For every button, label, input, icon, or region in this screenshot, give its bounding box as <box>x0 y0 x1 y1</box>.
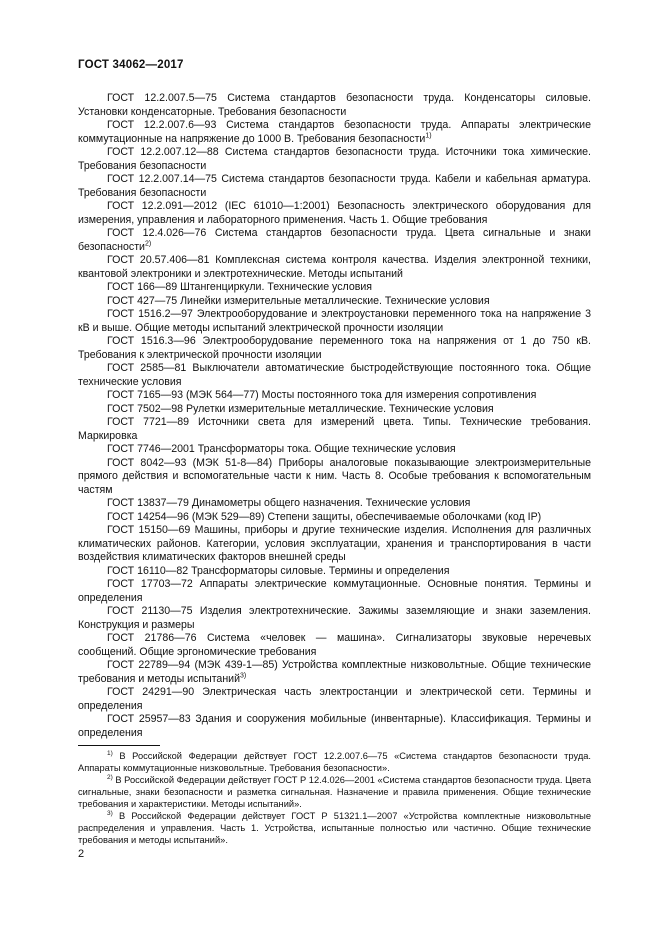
reference-title: Изделия электротехнические. Зажимы заземляющие и знаки заземления. Конструкция и размеры <box>78 605 591 631</box>
reference-title: Система стандартов безопасности труда. Источники тока химические. Требования безопасности <box>78 146 591 172</box>
reference-code: ГОСТ 2585—81 <box>107 362 187 374</box>
footnote-text: В Российской Федерации действует ГОСТ Р 12.4.026—2001 «Система стандартов безопасности труда. Цвета сигнальные, знаки безопасности и разметка сигнальная. Назначение и правила применения. Общие технические требования и характеристики. Методы испытаний». <box>78 775 591 809</box>
reference-title: Линейки измерительные металлические. Технические условия <box>180 294 490 307</box>
reference-title: Машины, приборы и другие технические изделия. Исполнения для различных климатических районов. Категории, условия эксплуатации, хранения и транспортирования в части воздействия климатических факторов внешней среды <box>78 524 591 563</box>
reference-title: (МЭК 564—77) Мосты постоянного тока для измерения сопротивления <box>186 389 537 401</box>
reference-title: (МЭК 439-1—85) Устройства комплектные низковольтные. Общие технические требования и методы испытаний <box>78 659 591 685</box>
reference-entry <box>78 92 591 119</box>
reference-entry <box>78 686 591 713</box>
reference-code: ГОСТ 427—75 <box>107 294 178 307</box>
reference-title: Рулетки измерительные металлические. Технические условия <box>186 402 494 415</box>
reference-entry <box>78 119 591 146</box>
footnote <box>78 750 591 774</box>
page-header: ГОСТ 34062—2017 <box>78 59 184 71</box>
footnote <box>78 810 591 846</box>
footnote-mark: 1) <box>107 749 113 757</box>
reference-code: ГОСТ 7746—2001 <box>107 443 195 455</box>
reference-title: Аппараты электрические коммутационные. Основные понятия. Термины и определения <box>78 578 591 604</box>
reference-title: Трансформаторы тока. Общие технические условия <box>197 443 456 455</box>
reference-entry <box>78 457 591 498</box>
reference-code: ГОСТ 166—89 <box>107 281 178 293</box>
reference-title: (МЭК 51-8—84) Приборы аналоговые показывающие электроизмерительные прямого действия и вспомогательные части к ним. Часть 8. Особые требования к вспомогательным частям <box>78 456 591 496</box>
reference-title: Здания и сооружения мобильные (инвентарные). Классификация. Термины и определения <box>78 713 591 739</box>
reference-code: ГОСТ 20.57.406—81 <box>107 254 210 266</box>
reference-code: ГОСТ 15150—69 <box>107 524 191 536</box>
footnote <box>78 774 591 810</box>
reference-entry <box>78 295 591 309</box>
reference-code: ГОСТ 21130—75 <box>107 605 193 617</box>
reference-code: ГОСТ 1516.3—96 <box>107 335 196 347</box>
reference-title: Трансформаторы силовые. Термины и определения <box>191 564 450 577</box>
reference-title: (МЭК 529—89) Степени защиты, обеспечиваемые оболочками (код IP) <box>191 510 542 523</box>
reference-entry <box>78 308 591 335</box>
reference-title: Система стандартов безопасности труда. Кабели и кабельная арматура. Требования безопасности <box>78 173 591 199</box>
reference-entry <box>78 173 591 200</box>
footnote-text: В Российской Федерации действует ГОСТ 12.2.007.6—75 «Система стандартов безопасности труда. Аппараты коммутационные низковольтные. Требования безопасности». <box>78 751 591 773</box>
reference-code: ГОСТ 13837—79 <box>107 497 189 509</box>
reference-entry <box>78 416 591 443</box>
footnote-mark: 2) <box>107 773 113 781</box>
reference-code: ГОСТ 12.2.007.12—88 <box>107 146 219 158</box>
reference-entry <box>78 200 591 227</box>
reference-entry <box>78 362 591 389</box>
reference-code: ГОСТ 12.2.007.14—75 <box>107 173 217 185</box>
footnote-text: В Российской Федерации действует ГОСТ Р 51321.1—2007 «Устройства комплектные низковольтные распределения и управления. Часть 1. Устройства, испытанные полностью или частично. Общие технические требования и методы испытаний». <box>78 811 591 845</box>
reference-code: ГОСТ 8042—93 <box>107 456 187 469</box>
footnote-separator <box>78 745 160 746</box>
reference-code: ГОСТ 14254—96 <box>107 510 189 523</box>
footnote-marker: 2) <box>144 239 152 247</box>
reference-entry <box>78 281 591 295</box>
reference-code: ГОСТ 7721—89 <box>107 416 190 428</box>
reference-entry <box>78 605 591 632</box>
reference-title: Электрооборудование переменного тока на напряжения от 1 до 750 кВ. Требования к электрической прочности изоляции <box>78 335 592 361</box>
references-list <box>78 92 591 846</box>
reference-entry <box>78 524 591 565</box>
reference-title: Электрооборудование и электроустановки переменного тока на напряжение 3 кВ и выше. Общие методы испытаний электрической прочности изоляции <box>78 308 591 334</box>
reference-code: ГОСТ 7502—98 <box>107 402 184 415</box>
reference-entry <box>78 403 591 417</box>
reference-entry <box>78 227 591 254</box>
footnote-mark: 3) <box>107 809 113 817</box>
reference-entry <box>78 497 591 511</box>
reference-code: ГОСТ 17703—72 <box>107 578 193 590</box>
reference-title: Динамометры общего назначения. Технические условия <box>191 497 471 509</box>
footnote-marker: 1) <box>425 131 432 139</box>
reference-title: Система стандартов безопасности труда. Цвета сигнальные и знаки безопасности <box>78 227 591 253</box>
reference-entry <box>78 389 591 403</box>
reference-entry <box>78 632 591 659</box>
reference-title: Система стандартов безопасности труда. Аппараты электрические коммутационные на напряжение до 1000 В. Требования безопасности <box>78 119 591 145</box>
reference-title: Штангенциркули. Технические условия <box>180 281 372 293</box>
reference-code: ГОСТ 24291—90 <box>107 686 195 698</box>
reference-code: ГОСТ 12.2.091—2012 (IEC 61010—1:2001) <box>107 200 330 212</box>
reference-entry <box>78 511 591 525</box>
reference-code: ГОСТ 16110—82 <box>107 564 189 577</box>
reference-title: Безопасность электрического оборудования для измерения, управления и лабораторного применения. Часть 1. Общие требования <box>78 200 591 226</box>
reference-entry <box>78 146 591 173</box>
reference-entry <box>78 713 591 740</box>
reference-title: Источники света для измерений цвета. Типы. Технические требования. Маркировка <box>78 416 591 442</box>
reference-code: ГОСТ 7165—93 <box>107 389 184 401</box>
reference-code: ГОСТ 21786—76 <box>107 632 197 644</box>
reference-entry <box>78 565 591 579</box>
reference-entry <box>78 254 591 281</box>
footnote-marker: 3) <box>240 671 247 679</box>
reference-code: ГОСТ 22789—94 <box>107 659 191 671</box>
reference-title: Система «человек — машина». Сигнализаторы звуковые неречевых сообщений. Общие эргономические требования <box>78 632 592 658</box>
reference-title: Система стандартов безопасности труда. Конденсаторы силовые. Установки конденсаторные. Требования безопасности <box>78 92 591 118</box>
page-number: 2 <box>78 848 85 860</box>
reference-code: ГОСТ 25957—83 <box>107 713 191 725</box>
reference-title: Электрическая часть электростанции и электрической сети. Термины и определения <box>78 686 592 712</box>
reference-entry <box>78 578 591 605</box>
reference-entry <box>78 335 591 362</box>
reference-entry <box>78 659 591 686</box>
reference-code: ГОСТ 12.2.007.6—93 <box>107 119 217 131</box>
reference-code: ГОСТ 12.2.007.5—75 <box>107 92 217 104</box>
reference-entry <box>78 443 591 457</box>
reference-title: Выключатели автоматические быстродействующие постоянного тока. Общие технические условия <box>78 362 591 388</box>
reference-title: Комплексная система контроля качества. Изделия электронной техники, квантовой электроники и электротехнические. Методы испытаний <box>78 254 591 280</box>
reference-code: ГОСТ 1516.2—97 <box>107 308 193 320</box>
reference-code: ГОСТ 12.4.026—76 <box>107 227 207 239</box>
